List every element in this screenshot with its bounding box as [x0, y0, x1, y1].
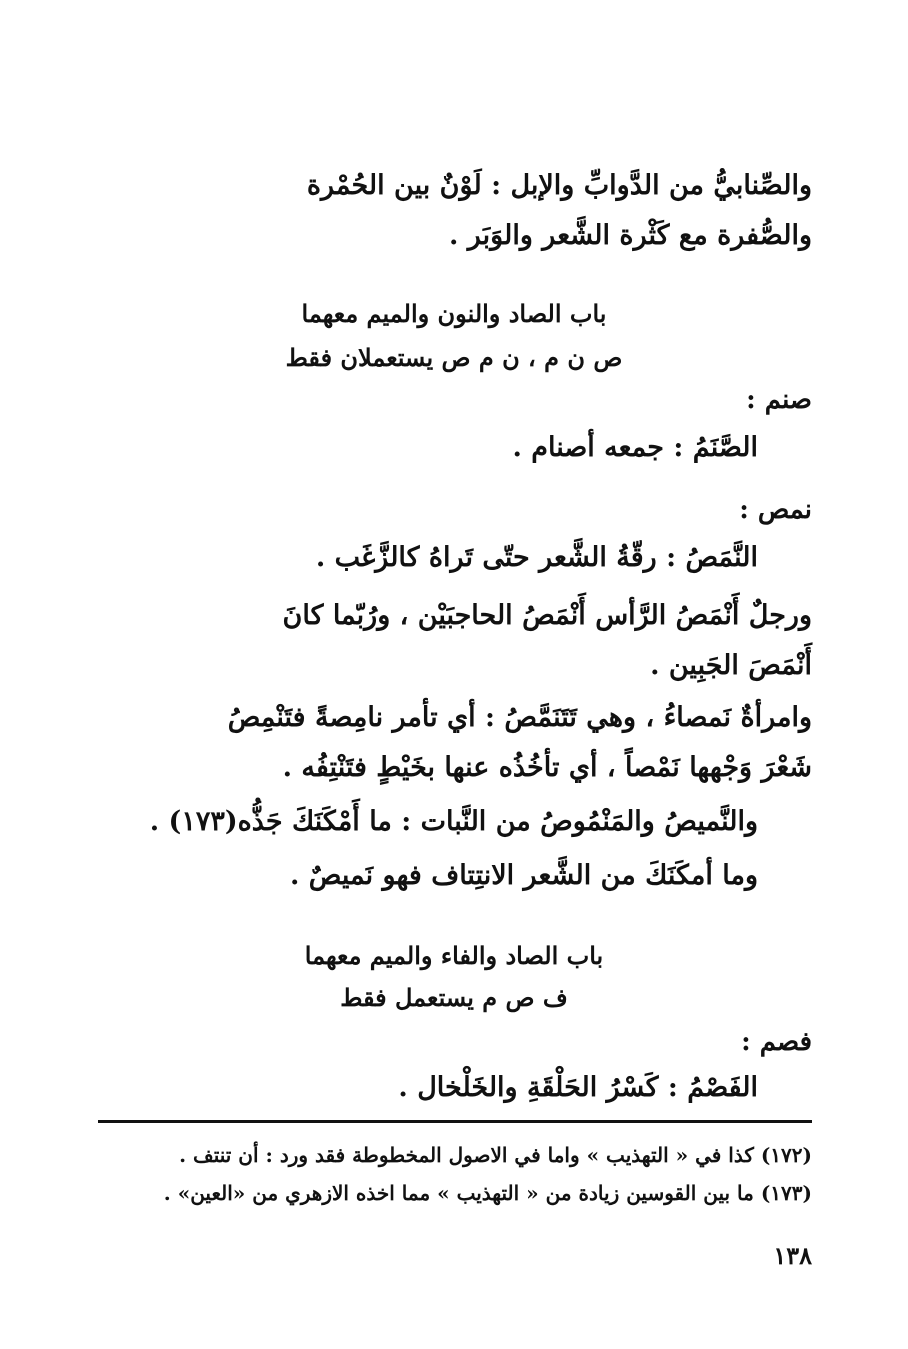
definition-sanam: الصَّنَمُ : جمعه أصنام . — [512, 432, 758, 463]
section-title: باب الصاد والنون والميم معهما — [301, 299, 607, 328]
entry-heading-fasm: فصم : — [741, 1027, 812, 1057]
definition-namas-2-line-2: أَنْمَصَ الجَبِين . — [650, 650, 812, 681]
footnote-173: (١٧٣) ما بين القوسين زيادة من « التهذيب » مما اخذه الازهري من «العين» . — [163, 1181, 812, 1205]
footnote-172: (١٧٢) كذا في « التهذيب » واما في الاصول المخطوطة فقد ورد : أن تنتف . — [179, 1143, 812, 1167]
definition-namas-4: والنَّميصُ والمَنْمُوصُ من النَّبات : ما أَمْكَنَكَ جَذُّه(١٧٣) . — [149, 806, 758, 837]
intro-line-2: والصُّفرة مع كَثْرة الشَّعر والوَبَر . — [448, 220, 812, 251]
section-subtitle: ص ن م ، ن م ص يستعملان فقط — [285, 343, 623, 372]
entry-heading-namas: نمص : — [739, 495, 812, 525]
definition-namas-5: وما أمكَنَكَ من الشَّعر الانتِتاف فهو نَميصٌ . — [289, 860, 758, 891]
section-title: باب الصاد والفاء والميم معهما — [304, 941, 604, 970]
page-number: ١٣٨ — [773, 1241, 812, 1270]
entry-heading-sanam: صنم : — [746, 385, 812, 415]
definition-namas-2-line-1: ورجلٌ أَنْمَصُ الرَّأس أَنْمَصُ الحاجبَيْن ، ورُبّما كانَ — [282, 600, 812, 631]
definition-namas-1: النَّمَصُ : رقّةُ الشَّعر حتّى تَراهُ كالزَّغَب . — [315, 542, 758, 573]
definition-namas-3-line-2: شَعْرَ وَجْهها نَمْصاً ، أي تأخُذُه عنها بخَيْطٍ فتَنْتِفُه . — [282, 752, 812, 783]
intro-line-1: والصِّنابيُّ من الدَّوابِّ والإبل : لَوْنٌ بين الحُمْرة — [306, 170, 812, 201]
definition-fasm: الفَصْمُ : كَسْرُ الحَلْقَةِ والخَلْخال . — [398, 1072, 758, 1103]
definition-namas-3-line-1: وامرأةٌ نَمصاءُ ، وهي تَتَنَمَّصُ : أي تأمر نامِصةً فتَنْمِصُ — [227, 702, 812, 733]
footnote-divider — [98, 1120, 812, 1123]
section-subtitle: ف ص م يستعمل فقط — [340, 983, 568, 1012]
